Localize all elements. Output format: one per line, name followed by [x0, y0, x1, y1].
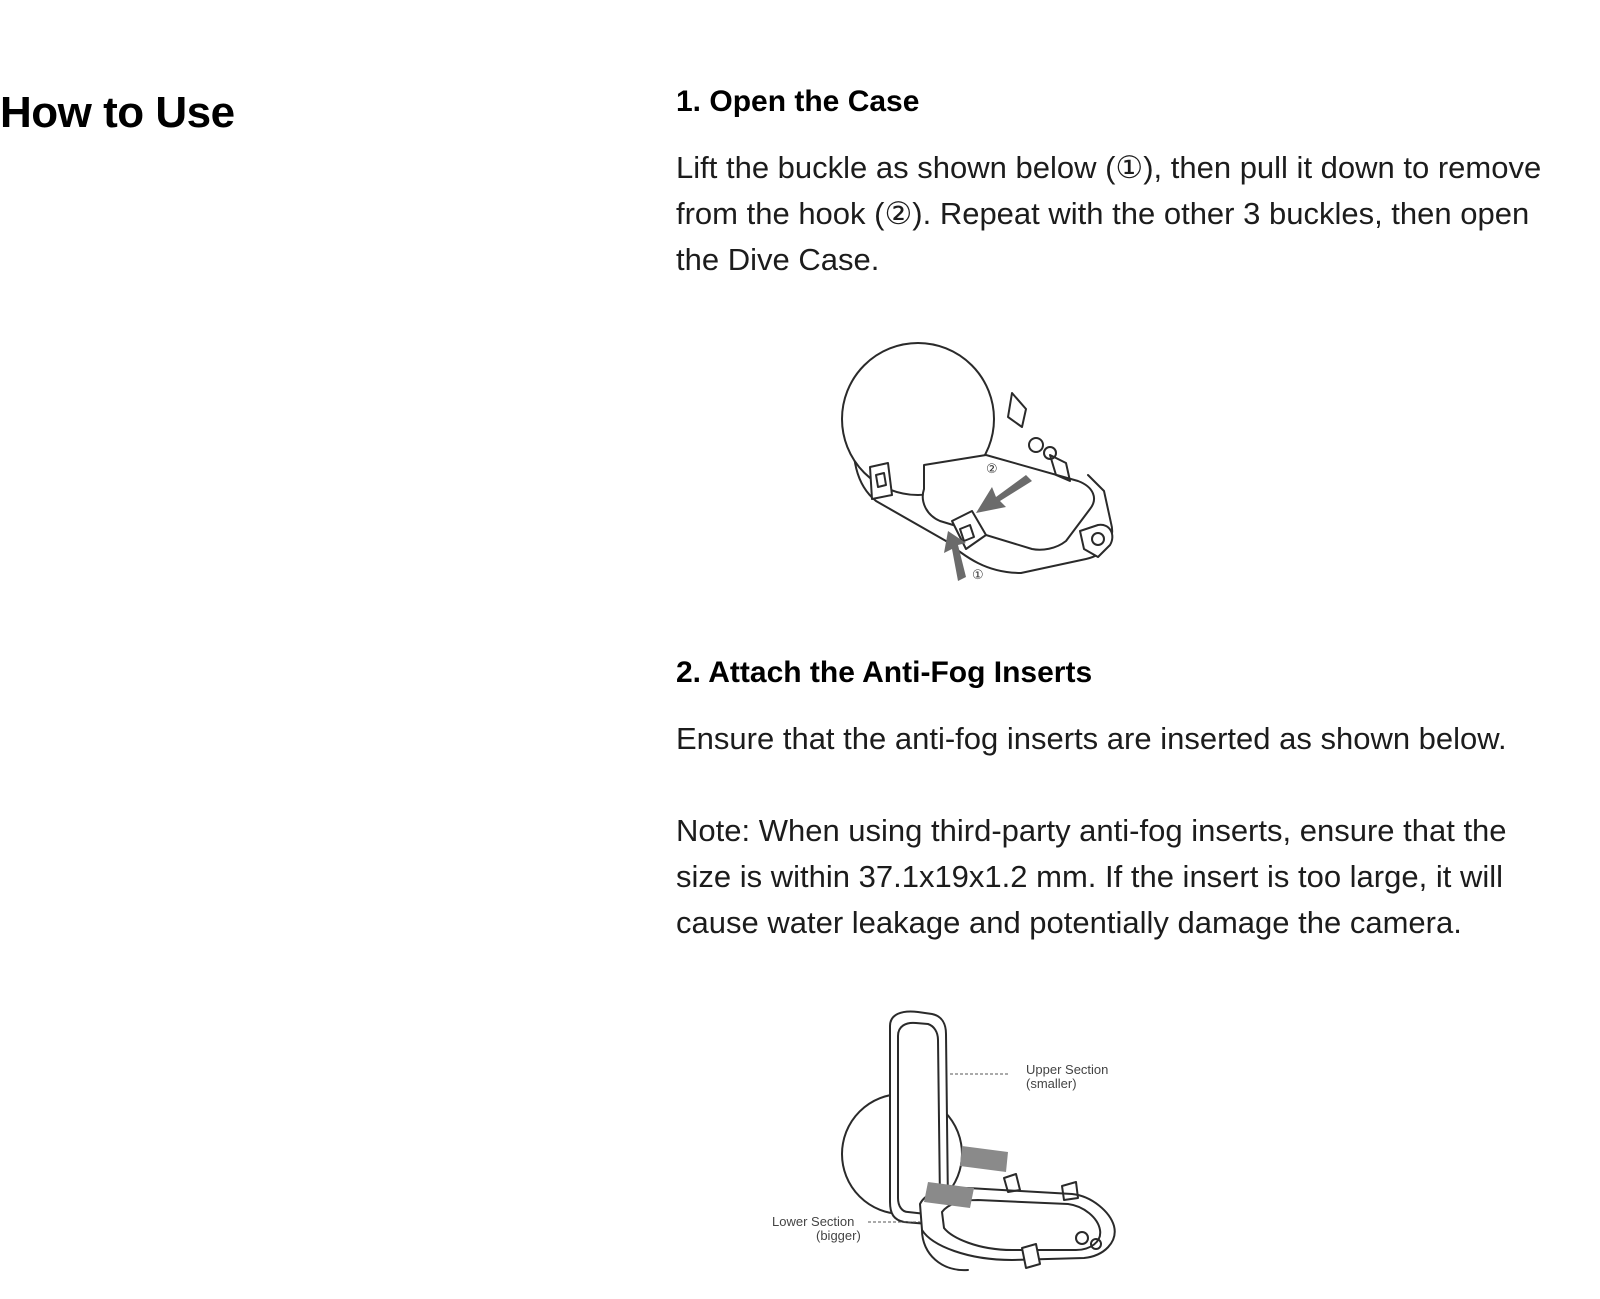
step-attach-inserts	[676, 653, 1556, 1276]
anti-fog-illustration	[772, 1006, 1152, 1276]
instructions-content	[676, 82, 1556, 1276]
upper-insert	[960, 1146, 1008, 1172]
upper-section-sublabel: (smaller)	[1026, 1076, 1077, 1091]
lower-section-label: Lower Section	[772, 1214, 855, 1229]
marker-1: ①	[972, 567, 984, 582]
mount-icon	[1080, 525, 1112, 557]
step-2-note: Note: When using third-party anti-fog inserts, ensure that the size is within 37.1x19x1.2 mm. If the insert is too large, it will cause water leakage and potentially damage the camera.	[676, 813, 1507, 940]
open-case-illustration	[836, 335, 1136, 597]
page-title: How to Use	[0, 88, 235, 137]
step-2-text: Ensure that the anti-fog inserts are inserted as shown below.	[676, 721, 1507, 756]
step-2-heading: 2. Attach the Anti-Fog Inserts	[676, 656, 1093, 689]
upper-section-label: Upper Section	[1026, 1062, 1109, 1077]
lower-section-sublabel: (bigger)	[816, 1228, 861, 1243]
left-buckle	[870, 463, 892, 499]
marker-2: ②	[986, 461, 998, 476]
step-1-text: Lift the buckle as shown below (①), then pull it down to remove from the hook (②). Repeat with the other 3 buckles, then open the Dive Case.	[676, 150, 1542, 277]
step-open-case	[676, 82, 1556, 597]
step-1-heading: 1. Open the Case	[676, 85, 920, 118]
